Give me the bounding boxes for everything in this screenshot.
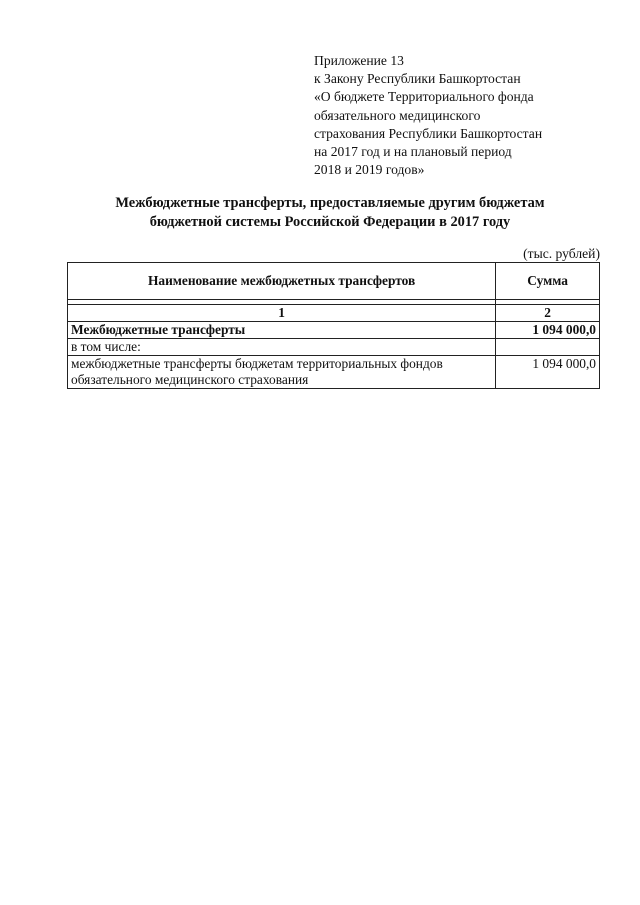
header-name: Наименование межбюджетных трансфертов <box>68 263 496 300</box>
column-number: 2 <box>496 305 600 322</box>
row-name: в том числе: <box>68 339 496 356</box>
row-name: межбюджетные трансферты бюджетам территориальных фондов обязательного медицинского страхования <box>68 356 496 389</box>
row-amount <box>496 339 600 356</box>
appendix-line: на 2017 год и на плановый период <box>314 144 512 160</box>
column-number-row <box>68 305 600 322</box>
row-amount: 1 094 000,0 <box>496 322 600 339</box>
table-row <box>68 356 600 389</box>
appendix-line: 2018 и 2019 годов» <box>314 162 425 178</box>
document-title <box>70 194 590 232</box>
row-amount: 1 094 000,0 <box>496 356 600 389</box>
appendix-reference <box>314 52 614 179</box>
header-amount: Сумма <box>496 263 600 300</box>
transfers-table <box>67 262 600 389</box>
appendix-line: к Закону Республики Башкортостан <box>314 71 521 87</box>
table-row <box>68 339 600 356</box>
table-header-row <box>68 263 600 300</box>
title-line: Межбюджетные трансферты, предоставляемые другим бюджетам <box>115 195 545 211</box>
title-line: бюджетной системы Российской Федерации в 2017 году <box>149 214 511 230</box>
appendix-line: «О бюджете Территориального фонда <box>314 89 534 105</box>
appendix-line: страхования Республики Башкортостан <box>314 125 543 141</box>
units-label: (тыс. рублей) <box>523 246 600 261</box>
appendix-line: Приложение 13 <box>314 53 404 68</box>
table-row <box>68 322 600 339</box>
column-number: 1 <box>68 305 496 322</box>
row-name: Межбюджетные трансферты <box>68 322 496 339</box>
appendix-line: обязательного медицинского <box>314 107 481 123</box>
